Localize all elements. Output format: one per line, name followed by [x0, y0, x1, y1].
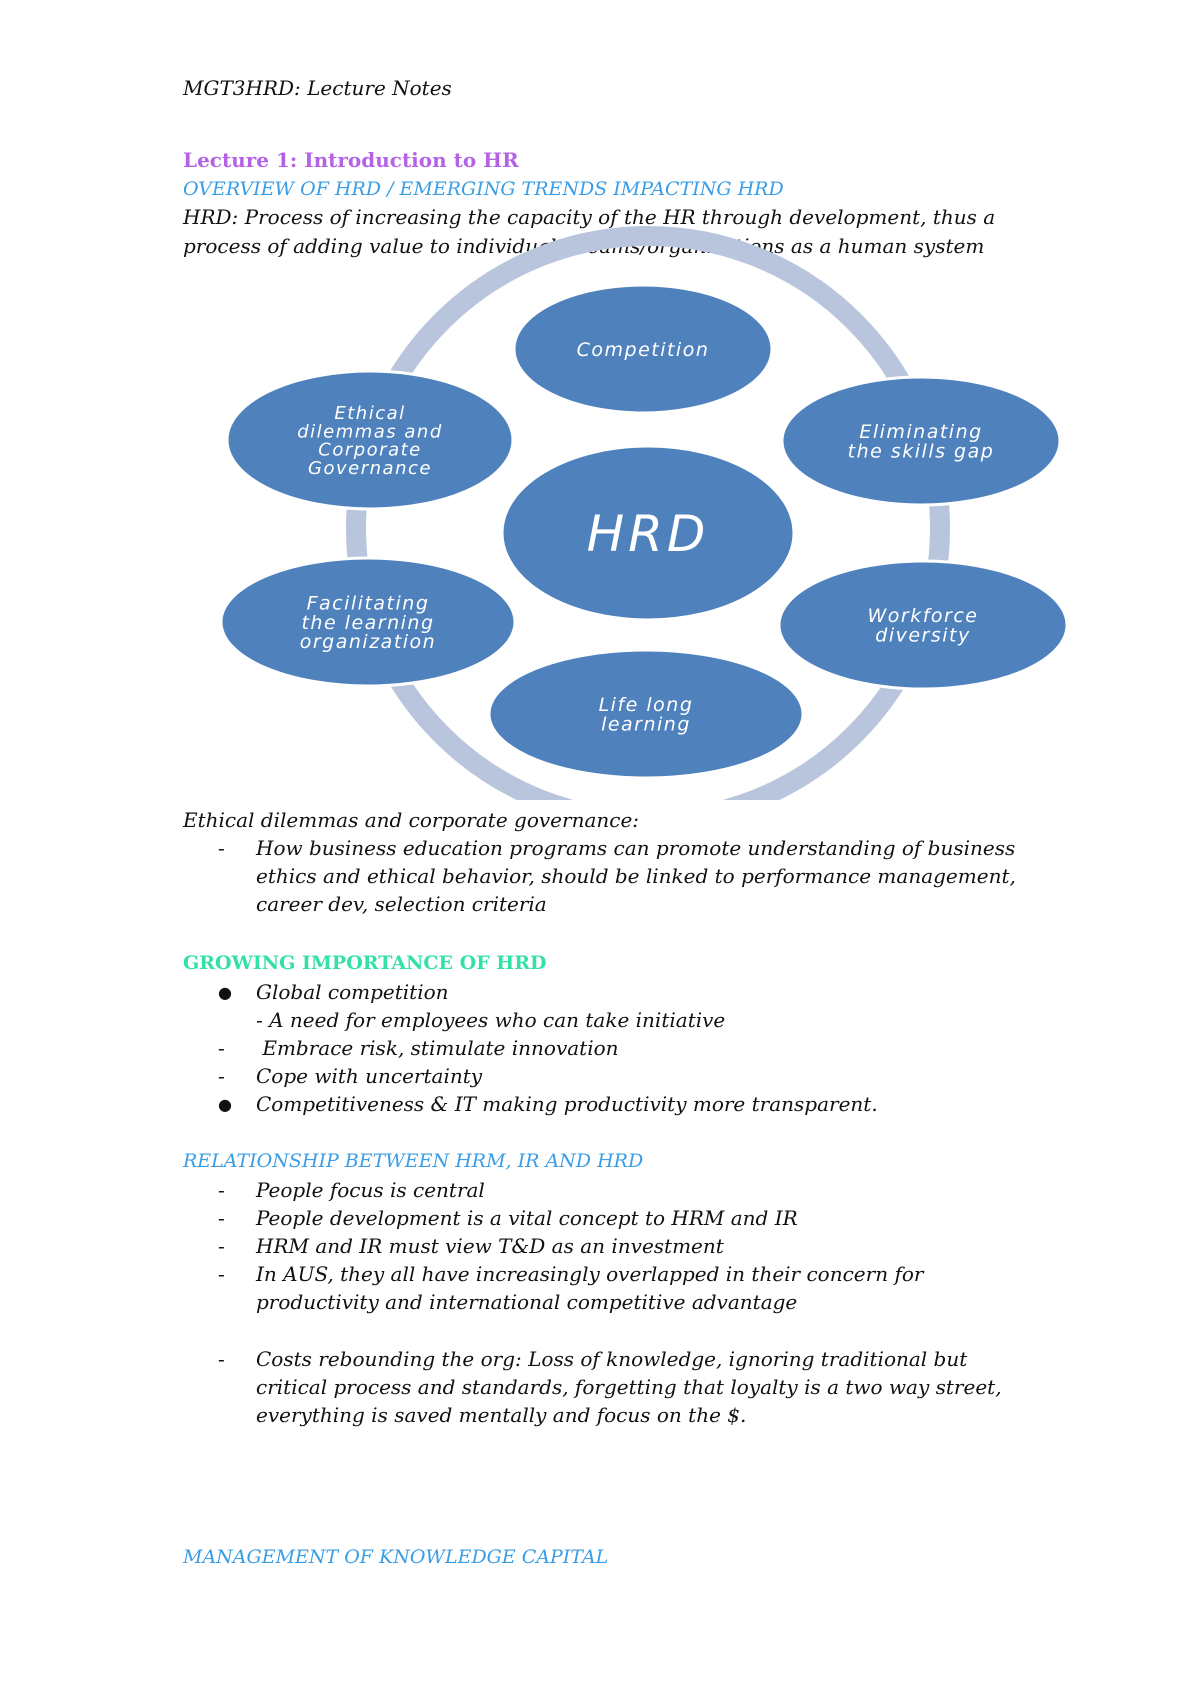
diagram-node-label: the skills gap	[847, 440, 995, 463]
list-marker: -	[218, 836, 225, 860]
list-marker: -	[218, 1178, 225, 1202]
diagram-node-label: organization	[299, 631, 437, 654]
growing-heading: GROWING IMPORTANCE OF HRD	[183, 952, 547, 974]
definition-line-1: HRD: Process of increasing the capacity of the HR through development, thus a	[183, 205, 996, 229]
list-item: ● Global competition - A need for employees who can take initiative	[218, 980, 726, 1032]
ethics-heading: Ethical dilemmas and corporate governance:	[183, 808, 640, 832]
relationship-list	[183, 1176, 923, 1316]
diagram-node-label: Facilitating	[306, 592, 430, 615]
list-marker: -	[218, 1234, 225, 1258]
list-item: - People development is a vital concept to HRM and IR	[218, 1206, 798, 1230]
bullet-marker: ●	[218, 983, 232, 1002]
list-item: - Cope with uncertainty	[218, 1064, 483, 1088]
diagram-node-label: Workforce	[867, 605, 979, 628]
hrd-cycle-diagram	[0, 0, 1200, 800]
ethics-list	[183, 834, 1016, 918]
diagram-node-label: Competition	[576, 338, 710, 361]
list-item: - How business education programs can promote understanding of business ethics and ethical behavior, should be linked to performance management, career dev, selection criteria	[218, 836, 1016, 916]
bullet-marker: ●	[218, 1095, 232, 1114]
overview-heading: OVERVIEW OF HRD / EMERGING TRENDS IMPACTING HRD	[183, 178, 784, 200]
diagram-node-label: Corporate	[318, 439, 422, 461]
lecture-title: Lecture 1: Introduction to HR	[183, 148, 519, 172]
relationship-heading: RELATIONSHIP BETWEEN HRM, IR AND HRD	[183, 1150, 644, 1172]
list-item: - People focus is central	[218, 1178, 485, 1202]
diagram-center-label: HRD	[586, 505, 710, 563]
diagram-node-label: learning	[601, 713, 691, 736]
diagram-node-label: dilemmas and	[297, 421, 443, 443]
list-marker: -	[218, 1262, 225, 1286]
diagram-node-label: the learning	[301, 611, 435, 634]
diagram-node-label: Ethical	[334, 402, 406, 424]
diagram-node-label: Eliminating	[859, 421, 983, 444]
list-marker: -	[218, 1064, 225, 1088]
list-item: - In AUS, they all have increasingly overlapped in their concern for productivity and international competitive advantage	[218, 1262, 924, 1314]
list-item: - Embrace risk, stimulate innovation	[218, 1036, 619, 1060]
growing-list	[183, 978, 878, 1118]
definition-line-2: process of adding value to individuals, teams/organisations as a human system	[183, 234, 985, 258]
list-marker: -	[218, 1206, 225, 1230]
knowledge-heading: MANAGEMENT OF KNOWLEDGE CAPITAL	[183, 1546, 609, 1568]
list-item: - HRM and IR must view T&D as an investment	[218, 1234, 724, 1258]
list-item: - Costs rebounding the org: Loss of knowledge, ignoring traditional but critical process and standards, forgetting that loyalty is a two way street, everything is saved mentally and focus on the $.	[218, 1347, 1002, 1427]
list-marker: -	[218, 1036, 225, 1060]
diagram-node-label: Governance	[308, 458, 432, 479]
list-marker: -	[218, 1347, 225, 1371]
costs-list	[183, 1345, 1002, 1429]
diagram-node-label: Life long	[598, 694, 694, 717]
running-head: MGT3HRD: Lecture Notes	[183, 76, 452, 100]
list-item: ● Competitiveness & IT making productivity more transparent.	[183, 1090, 878, 1118]
diagram-node-label: diversity	[875, 624, 971, 647]
